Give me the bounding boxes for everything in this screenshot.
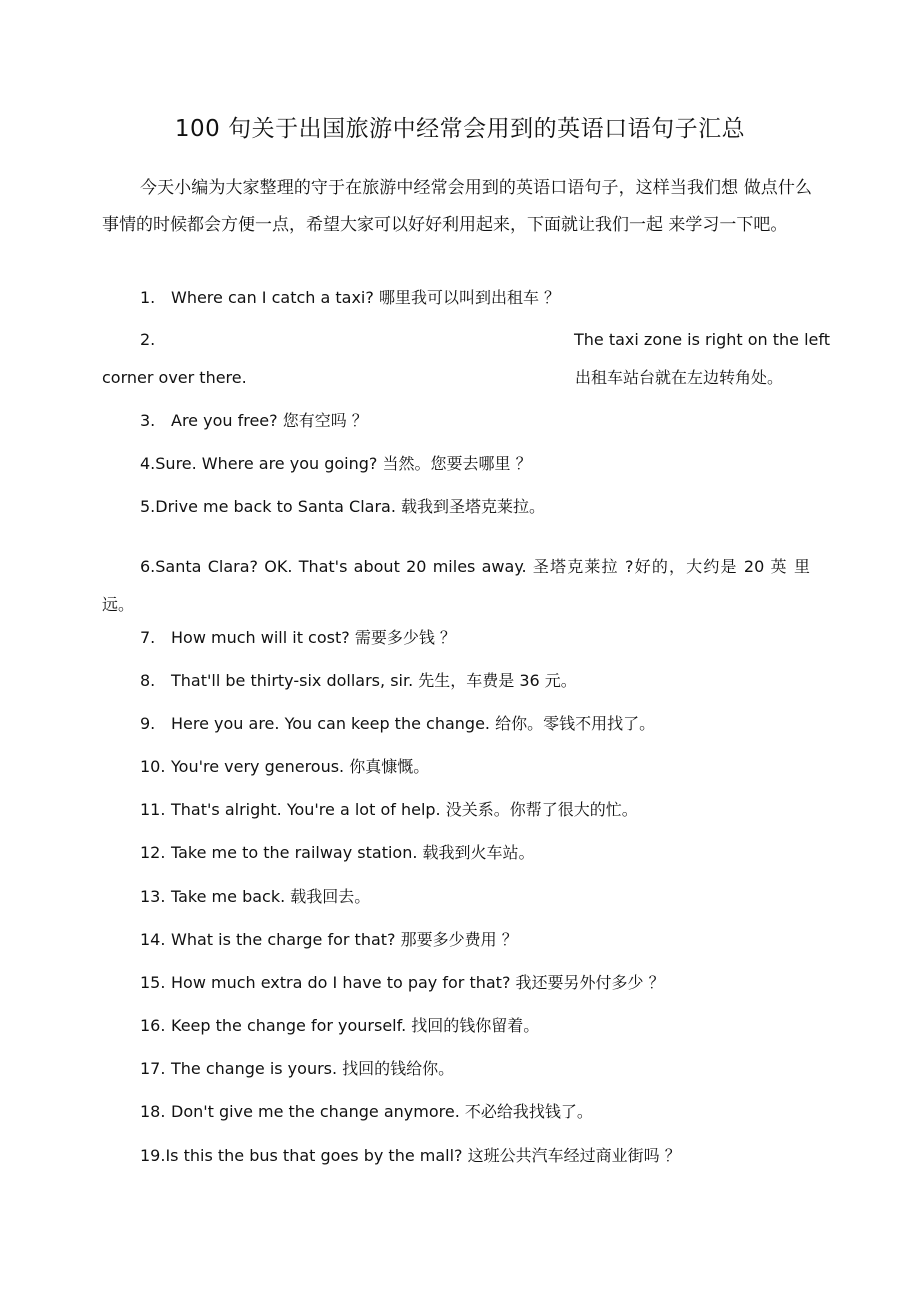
- item-number: 13.: [140, 887, 166, 906]
- item-text: Are you free? 您有空吗 ？: [171, 411, 368, 430]
- item-number: 11.: [140, 800, 166, 819]
- document-title: 100 句关于出国旅游中经常会用到的英语口语句子汇总: [174, 116, 746, 142]
- intro-paragraph: 今天小编为大家整理的守于在旅游中经常会用到的英语口语句子，这样当我们想 做点什么事情的时候都会方便一点，希望大家可以好好利用起来，下面就让我们一起 来学习一下吧。: [102, 178, 812, 235]
- list-item: [140, 1013, 539, 1039]
- item-number: 2.: [140, 330, 156, 349]
- item-text: Take me back. 载我回去。: [171, 887, 371, 906]
- list-item: 19.Is this the bus that goes by the mall? 这班公共汽车经过商业街吗 ？: [140, 1146, 681, 1165]
- list-item: [140, 625, 456, 651]
- list-item: [140, 927, 518, 953]
- item-text: Keep the change for yourself. 找回的钱你留着。: [171, 1016, 540, 1035]
- list-item: [140, 711, 655, 737]
- item-number: 16.: [140, 1016, 166, 1035]
- list-item: [140, 754, 429, 780]
- list-item: [140, 970, 665, 996]
- item-number: 7.: [140, 628, 156, 647]
- list-item: [140, 797, 638, 823]
- item-number: 15.: [140, 973, 166, 992]
- item-text: Take me to the railway station. 载我到火车站。: [171, 843, 535, 862]
- item-number: 18.: [140, 1102, 166, 1121]
- list-item: 5.Drive me back to Santa Clara. 载我到圣塔克莱拉。: [140, 497, 546, 516]
- list-item: [140, 285, 560, 311]
- item-text: Here you are. You can keep the change. 给你。零钱不用找了。: [171, 714, 656, 733]
- list-item: [140, 408, 368, 434]
- list-item: [140, 840, 535, 866]
- item-text: How much will it cost? 需要多少钱 ？: [171, 628, 456, 647]
- list-item: [140, 884, 370, 910]
- item-text: That'll be thirty-six dollars, sir. 先生，车费是 36 元。: [171, 671, 577, 690]
- item-number: 8.: [140, 671, 156, 690]
- item-number: 9.: [140, 714, 156, 733]
- item-text: That's alright. You're a lot of help. 没关系。你帮了很大的忙。: [171, 800, 638, 819]
- item-text-english-part2: corner over there.: [102, 368, 247, 387]
- item-text-english-part1: The taxi zone is right on the left: [574, 330, 830, 349]
- item-number: 3.: [140, 411, 156, 430]
- item-text: You're very generous. 你真慷慨。: [171, 757, 430, 776]
- item-text-chinese: 出租车站台就在左边转角处。: [575, 368, 784, 387]
- list-item: 4.Sure. Where are you going? 当然。您要去哪里 ？: [140, 454, 532, 473]
- item-number: 10.: [140, 757, 166, 776]
- list-item: [140, 668, 577, 694]
- item-text: Don't give me the change anymore. 不必给我找钱了。: [171, 1102, 593, 1121]
- list-item: [140, 1056, 454, 1082]
- list-item: 6.Santa Clara? OK. That's about 20 miles away. 圣塔克莱拉 ?好的，大约是 20 英 里远。: [102, 557, 810, 614]
- item-number: 14.: [140, 930, 166, 949]
- item-text: What is the charge for that? 那要多少费用 ？: [171, 930, 518, 949]
- item-text: Where can I catch a taxi? 哪里我可以叫到出租车 ？: [171, 288, 561, 307]
- item-text: The change is yours. 找回的钱给你。: [171, 1059, 455, 1078]
- item-text: How much extra do I have to pay for that? 我还要另外付多少 ？: [171, 973, 665, 992]
- list-item: [140, 1099, 593, 1125]
- item-number: 12.: [140, 843, 166, 862]
- item-number: 1.: [140, 288, 156, 307]
- item-number: 17.: [140, 1059, 166, 1078]
